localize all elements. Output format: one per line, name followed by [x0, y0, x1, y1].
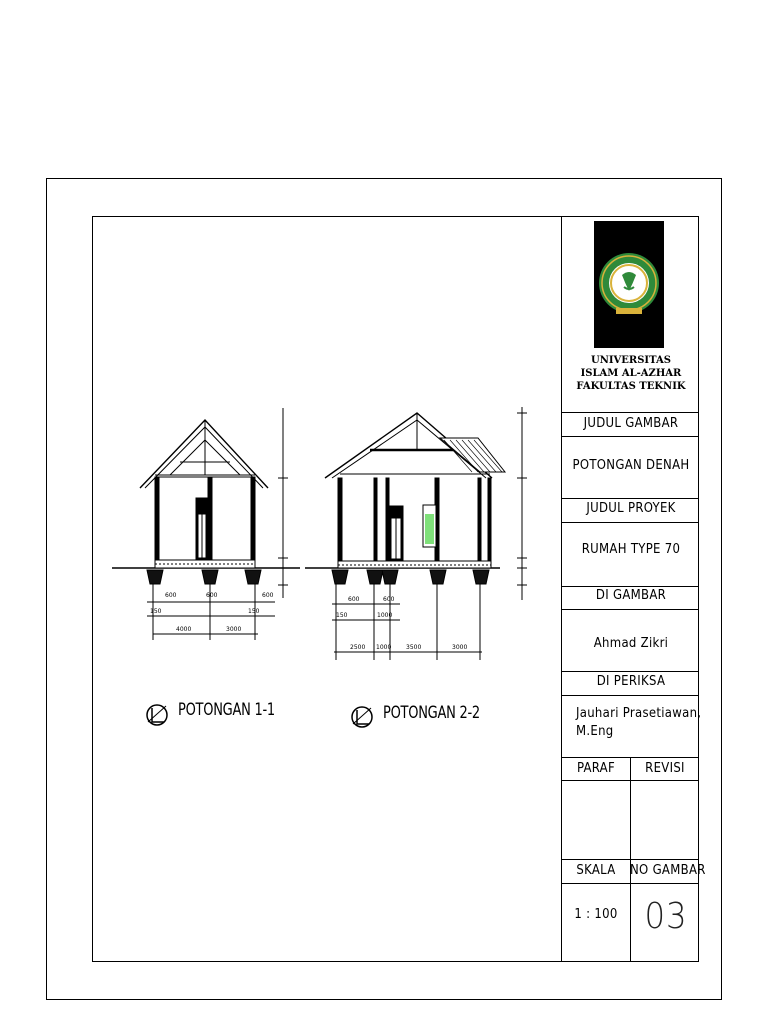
judul-gambar-value: POTONGAN DENAH	[572, 458, 690, 473]
svg-text:150: 150	[248, 608, 260, 615]
svg-text:600: 600	[165, 592, 177, 599]
no-gambar-label: NO GAMBAR	[630, 863, 706, 878]
diperiksa-value-line1: Jauhari Prasetiawan,	[576, 706, 702, 721]
digambar-label: DI GAMBAR	[595, 588, 667, 603]
section-2-2-caption: POTONGAN 2-2	[383, 703, 480, 723]
svg-text:1000: 1000	[377, 612, 393, 619]
diperiksa-value-line2: M.Eng	[576, 724, 614, 739]
paraf-label: PARAF	[576, 761, 616, 776]
no-gambar-value: 03	[644, 896, 688, 937]
section-symbol-1-icon	[147, 705, 167, 725]
svg-text:600: 600	[262, 592, 274, 599]
judul-gambar-label: JUDUL GAMBAR	[583, 416, 679, 431]
digambar-value: Ahmad Zikri	[593, 636, 669, 651]
svg-text:600: 600	[383, 596, 395, 603]
judul-proyek-value: RUMAH TYPE 70	[581, 542, 681, 557]
svg-text:4000: 4000	[176, 626, 192, 633]
svg-text:2500: 2500	[350, 644, 366, 651]
section-symbol-2-icon	[352, 707, 372, 727]
skala-label: SKALA	[576, 863, 616, 878]
section-2-2-drawing	[305, 407, 527, 660]
svg-text:3000: 3000	[452, 644, 468, 651]
svg-text:1000: 1000	[376, 644, 392, 651]
svg-text:600: 600	[348, 596, 360, 603]
title-block	[561, 216, 706, 962]
diperiksa-label: DI PERIKSA	[596, 674, 666, 689]
svg-text:150: 150	[150, 608, 162, 615]
section-1-1-caption: POTONGAN 1-1	[178, 700, 275, 720]
svg-text:3000: 3000	[226, 626, 242, 633]
university-logo	[594, 221, 664, 348]
judul-proyek-label: JUDUL PROYEK	[586, 501, 676, 516]
revisi-label: REVISI	[645, 761, 685, 776]
section-1-1-drawing	[112, 408, 300, 640]
skala-value: 1 : 100	[574, 907, 618, 922]
svg-text:3500: 3500	[406, 644, 422, 651]
svg-text:600: 600	[206, 592, 218, 599]
university-name: UNIVERSITAS ISLAM AL-AZHAR FAKULTAS TEKNIK	[576, 355, 686, 392]
svg-text:150: 150	[336, 612, 348, 619]
